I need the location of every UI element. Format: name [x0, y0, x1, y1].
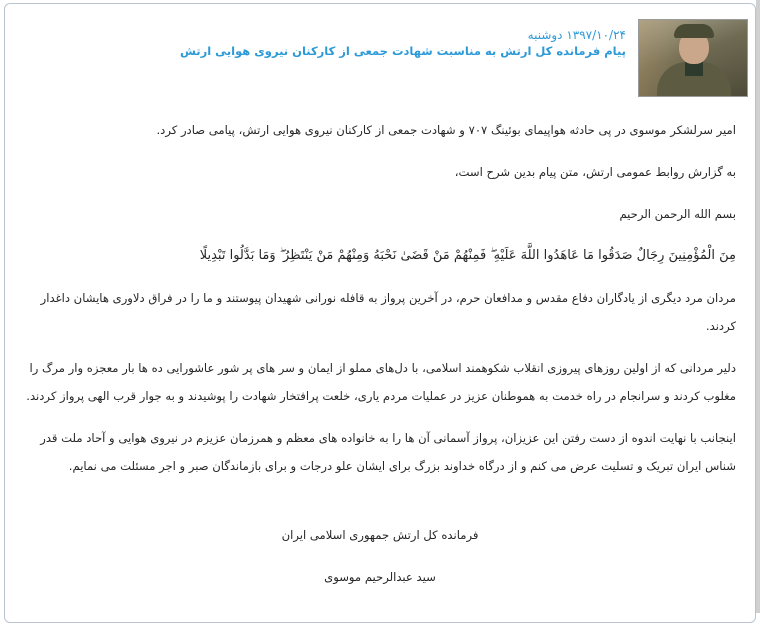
paragraph-basmala: بسم الله الرحمن الرحیم [619, 207, 736, 221]
signature-title: فرمانده کل ارتش جمهوری اسلامی ایران [281, 528, 479, 542]
paragraph-report: به گزارش روابط عمومی ارتش، متن پیام بدین شرح است، [454, 165, 736, 179]
paragraph-1: مردان مرد دیگری از یادگاران دفاع مقدس و مدافعان حرم، در آخرین پرواز به قافله نورانی شهیدان پیوستند و ما را در فراق دلاوری هایشان داغدار کردند. [40, 291, 736, 333]
paragraph-3: اینجانب با نهایت اندوه از دست رفتن این عزیزان، پرواز آسمانی آن ها را به خانواده های معظم و همرزمان عزیزم در نیروی هوایی و آحاد ملت قدر شناس ایران تبریک و تسلیت عرض می کنم و از درگاه خداوند بزرگ برای ایشان علو درجات و برای بازماندگان صبر و اجر مسئلت می نمایم. [40, 431, 736, 473]
article-title[interactable]: پیام فرمانده کل ارتش به مناسبت شهادت جمعی از کارکنان نیروی هوایی ارتش [180, 44, 626, 58]
paragraph-intro: امیر سرلشکر موسوی در پی حادثه هواپیمای بوئینگ ۷۰۷ و شهادت جمعی از کارکنان نیروی هوایی ارتش، پیامی صادر کرد. [156, 123, 736, 137]
article-date: ۱۳۹۷/۱۰/۲۴ دوشنبه [527, 28, 626, 42]
signature-name: سید عبدالرحیم موسوی [324, 570, 436, 584]
commander-photo [638, 19, 748, 97]
scrollbar[interactable] [756, 0, 760, 613]
paragraph-2: دلیر مردانی که از اولین روزهای پیروزی انقلاب شکوهمند اسلامی، با دل‌های مملو از ایمان و سر های پر شور عاشورایی ده ها بار معجزه وار مرگ را مغلوب کردند و سرانجام در راه خدمت به هموطنان عزیز در عملیات مردم یاری، خلعت پرافتخار شهادت را پوشیدند و به جوار قرب الهی پرواز کردند. [26, 361, 736, 403]
paragraph-verse: مِنَ الْمُؤْمِنِینَ رِجَالٌ صَدَقُوا مَا عَاهَدُوا اللَّهَ عَلَیْهِ ۖ فَمِنْهُمْ مَنْ قَضَیٰ نَحْبَهُ وَمِنْهُمْ مَنْ یَنْتَظِرُ ۖ وَمَا بَدَّلُوا تَبْدِیلًا [199, 248, 736, 263]
article-body [20, 116, 736, 494]
article-header [13, 14, 748, 108]
